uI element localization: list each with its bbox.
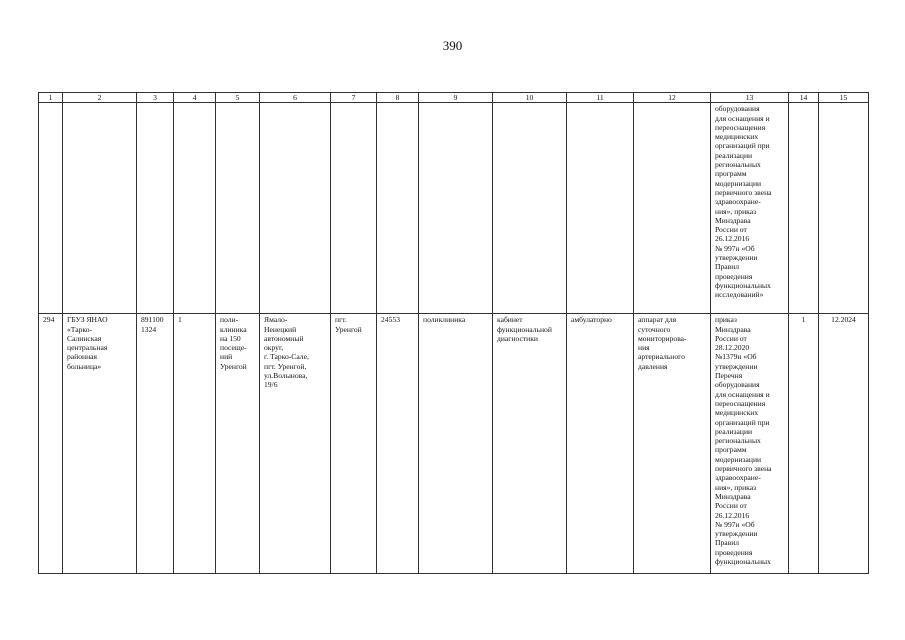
table-cell <box>174 103 216 314</box>
table-row-294 <box>39 314 869 574</box>
column-header-14: 14 <box>789 93 819 103</box>
column-header-13: 13 <box>711 93 789 103</box>
care-conditions-cell: амбулаторно <box>567 314 634 574</box>
column-header-1: 1 <box>39 93 63 103</box>
subdivision-count-cell: 1 <box>174 314 216 574</box>
table-cell <box>419 103 493 314</box>
page-number: 390 <box>442 38 463 53</box>
registry-table <box>38 92 869 574</box>
column-header-12: 12 <box>634 93 711 103</box>
table-cell <box>216 103 260 314</box>
column-header-2: 2 <box>63 93 137 103</box>
quantity-cell: 1 <box>789 314 819 574</box>
population-cell: 24553 <box>377 314 419 574</box>
table-cell <box>39 103 63 314</box>
normative-basis-cell: приказ Минздрава России от 28.12.2020 №1379н «Об утверждении Перечня оборудования для оснащения и переоснащения медицинских организаций при реализации региональных программ модернизации первичного звена здравоохране- ния», приказ Минздрава России от 26.12.2016 № 997н «Об утверждении Правил проведения функциональных <box>711 314 789 574</box>
department-cell: кабинет функциональной диагностики <box>493 314 567 574</box>
table-cell <box>331 103 377 314</box>
table-cell <box>137 103 174 314</box>
table-cell <box>634 103 711 314</box>
column-header-5: 5 <box>216 93 260 103</box>
column-header-11: 11 <box>567 93 634 103</box>
normative-basis-cell: оборудования для оснащения и переоснащения медицинских организаций при реализации региональных программ модернизации первичного звена здравоохране- ния», приказ Минздрава России от 26.12.2016 № 997н «Об утверждении Правил проведения функциональных исследований» <box>711 103 789 314</box>
equipment-name-cell: аппарат для суточного мониторирова- ния артериального давления <box>634 314 711 574</box>
column-header-4: 4 <box>174 93 216 103</box>
row-number-cell: 294 <box>39 314 63 574</box>
deadline-cell: 12.2024 <box>819 314 869 574</box>
table-cell <box>377 103 419 314</box>
settlement-cell: пгт. Уренгой <box>331 314 377 574</box>
column-header-3: 3 <box>137 93 174 103</box>
table-cell <box>493 103 567 314</box>
column-header-15: 15 <box>819 93 869 103</box>
table-row-continuation <box>39 103 869 314</box>
organization-name-cell: ГБУЗ ЯНАО «Тарко- Салинская центральная районная больница» <box>63 314 137 574</box>
table-cell <box>63 103 137 314</box>
column-header-7: 7 <box>331 93 377 103</box>
column-header-6: 6 <box>260 93 331 103</box>
table-cell <box>819 103 869 314</box>
subdivision-name-cell: поли- клиника на 150 посеще- ний Уренгой <box>216 314 260 574</box>
table-cell <box>789 103 819 314</box>
column-header-8: 8 <box>377 93 419 103</box>
address-cell: Ямало- Ненецкий автономный округ, г. Тарко-Сале, пгт. Уренгой, ул.Волынова, 19/6 <box>260 314 331 574</box>
column-header-10: 10 <box>493 93 567 103</box>
column-header-9: 9 <box>419 93 493 103</box>
table-cell <box>260 103 331 314</box>
facility-type-cell: поликлиника <box>419 314 493 574</box>
table-cell <box>567 103 634 314</box>
organization-code-cell: 891100 1324 <box>137 314 174 574</box>
header-row <box>39 93 869 103</box>
